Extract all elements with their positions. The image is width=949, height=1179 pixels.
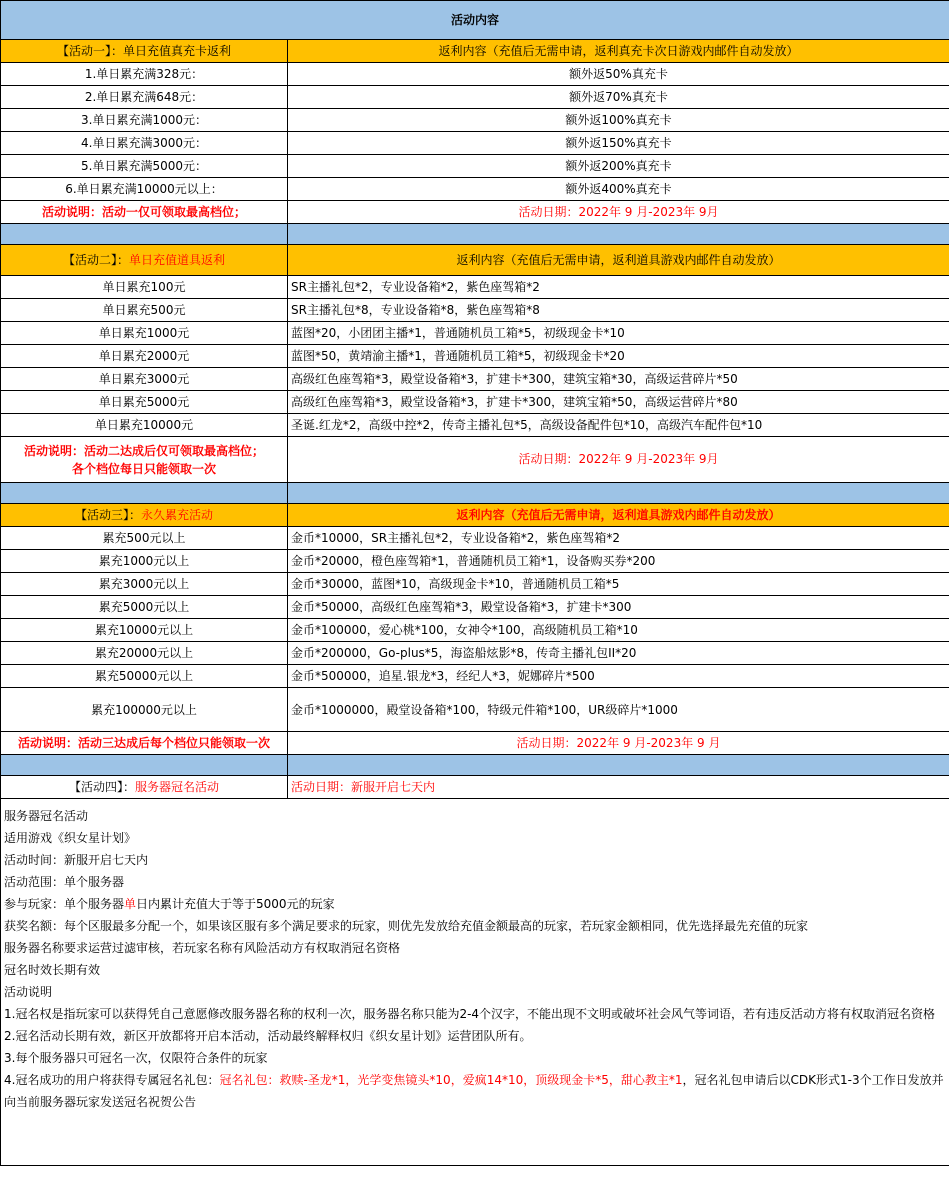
activity2-row bbox=[1, 345, 949, 368]
activity3-tier: 累充500元以上 bbox=[1, 527, 288, 550]
activity1-reward: 额外返50%真充卡 bbox=[288, 63, 949, 86]
activity3-tier: 累充10000元以上 bbox=[1, 619, 288, 642]
activity3-rows bbox=[1, 527, 949, 688]
activity2-row bbox=[1, 322, 949, 345]
activity1-reward: 额外返100%真充卡 bbox=[288, 109, 949, 132]
page-title: 活动内容 bbox=[1, 1, 949, 40]
activity2-name: 单日充值道具返利 bbox=[129, 253, 226, 267]
activity1-row bbox=[1, 132, 949, 155]
activity4-name: 服务器冠名活动 bbox=[135, 780, 220, 794]
activity3-note: 活动说明：活动三达成后每个档位只能领取一次 bbox=[1, 732, 288, 755]
activity3-reward-header: 返利内容（充值后无需申请，返利道具游戏内邮件自动发放） bbox=[288, 504, 949, 527]
activity3-row bbox=[1, 665, 949, 688]
activity1-row bbox=[1, 63, 949, 86]
activity3-reward: 金币*30000，蓝图*10，高级现金卡*10，普通随机员工箱*5 bbox=[288, 573, 949, 596]
activity3-reward: 金币*20000，橙色座驾箱*1，普通随机员工箱*1，设备购买券*200 bbox=[288, 550, 949, 573]
activity3-tier: 累充20000元以上 bbox=[1, 642, 288, 665]
activity2-reward-header: 返利内容（充值后无需申请，返利道具游戏内邮件自动发放） bbox=[288, 245, 949, 276]
activity1-date: 活动日期：2022年 9 月-2023年 9月 bbox=[288, 201, 949, 224]
activity2-reward: 高级红色座驾箱*3，殿堂设备箱*3，扩建卡*300，建筑宝箱*50，高级运营碎片*80 bbox=[288, 391, 949, 414]
desc-highlight: 冠名礼包：救赎-圣龙*1，光学变焦镜头*10，爱疯14*10，顶级现金卡*5，甜心教主*1 bbox=[219, 1073, 683, 1087]
activity2-row bbox=[1, 368, 949, 391]
activity2-reward: 圣诞.红龙*2，高级中控*2，传奇主播礼包*5，高级设备配件包*10，高级汽车配件包*10 bbox=[288, 414, 949, 437]
activity3-big-reward: 金币*1000000，殿堂设备箱*100，特级元件箱*100，UR级碎片*1000 bbox=[288, 688, 949, 732]
activity3-big-tier: 累充100000元以上 bbox=[1, 688, 288, 732]
desc-line: 服务器名称要求运营过滤审核，若玩家名称有风险活动方有权取消冠名资格 bbox=[4, 941, 401, 955]
activity3-name: 永久累充活动 bbox=[141, 508, 214, 522]
activity2-reward: 蓝图*20，小团团主播*1，普通随机员工箱*5，初级现金卡*10 bbox=[288, 322, 949, 345]
activity1-row bbox=[1, 109, 949, 132]
activity3-big-row bbox=[1, 688, 949, 732]
desc-line: 活动时间：新服开启七天内 bbox=[4, 853, 149, 867]
activity3-reward: 金币*500000，追星.银龙*3，经纪人*3，妮娜碎片*500 bbox=[288, 665, 949, 688]
separator-cell bbox=[288, 224, 949, 245]
desc-line: 活动说明 bbox=[4, 985, 53, 999]
activity2-reward: SR主播礼包*2，专业设备箱*2，紫色座驾箱*2 bbox=[288, 276, 949, 299]
activity3-date: 活动日期：2022年 9 月-2023年 9 月 bbox=[288, 732, 949, 755]
desc-text: 日内累计充值大于等于5000元的玩家 bbox=[136, 897, 335, 911]
desc-line bbox=[4, 1069, 947, 1113]
separator-cell bbox=[1, 483, 288, 504]
activity3-row bbox=[1, 573, 949, 596]
activity3-row bbox=[1, 527, 949, 550]
title-row bbox=[1, 1, 949, 40]
activity1-tier: 1.单日累充满328元： bbox=[1, 63, 288, 86]
activity2-row bbox=[1, 391, 949, 414]
activity3-tier: 累充3000元以上 bbox=[1, 573, 288, 596]
activity3-reward: 金币*200000，Go-plus*5，海盗船炫影*8，传奇主播礼包II*20 bbox=[288, 642, 949, 665]
desc-line: 1.冠名权是指玩家可以获得凭自己意愿修改服务器名称的权利一次，服务器名称只能为2-4个汉字，不能出现不文明或破坏社会风气等词语，若有违反活动方将有权取消冠名资格 bbox=[4, 1007, 936, 1021]
activity3-tier: 累充50000元以上 bbox=[1, 665, 288, 688]
activity3-header-row bbox=[1, 504, 949, 527]
activity1-reward: 额外返400%真充卡 bbox=[288, 178, 949, 201]
activity4-header-row bbox=[1, 776, 949, 799]
activity2-rows bbox=[1, 276, 949, 437]
activity1-tier: 6.单日累充满10000元以上： bbox=[1, 178, 288, 201]
separator-cell bbox=[1, 755, 288, 776]
activity2-title bbox=[1, 245, 288, 276]
activity1-note-row bbox=[1, 201, 949, 224]
desc-highlight: 单 bbox=[124, 897, 137, 911]
activity2-reward: 蓝图*50，黄靖渝主播*1，普通随机员工箱*5，初级现金卡*20 bbox=[288, 345, 949, 368]
activity3-reward: 金币*50000，高级红色座驾箱*3，殿堂设备箱*3，扩建卡*300 bbox=[288, 596, 949, 619]
activity2-tier: 单日累充3000元 bbox=[1, 368, 288, 391]
activity1-row bbox=[1, 86, 949, 109]
activity1-reward: 额外返150%真充卡 bbox=[288, 132, 949, 155]
activity2-tier: 单日累充5000元 bbox=[1, 391, 288, 414]
activity2-row bbox=[1, 276, 949, 299]
separator-row bbox=[1, 224, 949, 245]
activity3-tier: 累充1000元以上 bbox=[1, 550, 288, 573]
desc-line: 冠名时效长期有效 bbox=[4, 963, 101, 977]
activity1-tier: 5.单日累充满5000元： bbox=[1, 155, 288, 178]
activity3-row bbox=[1, 619, 949, 642]
activity2-header-row bbox=[1, 245, 949, 276]
activity1-row bbox=[1, 178, 949, 201]
activity2-note-line2: 各个档位每日只能领取一次 bbox=[71, 461, 216, 476]
activity2-row bbox=[1, 299, 949, 322]
separator-cell bbox=[288, 483, 949, 504]
separator-cell bbox=[288, 755, 949, 776]
activity2-row bbox=[1, 414, 949, 437]
desc-text: 参与玩家：单个服务器 bbox=[4, 897, 125, 911]
separator-row bbox=[1, 483, 949, 504]
activity1-reward-header: 返利内容（充值后无需申请，返利真充卡次日游戏内邮件自动发放） bbox=[288, 40, 949, 63]
desc-line: 适用游戏《织女星计划》 bbox=[4, 831, 137, 845]
activity2-prefix: 【活动二】： bbox=[62, 253, 129, 267]
activity3-prefix: 【活动三】： bbox=[74, 508, 141, 522]
activity3-row bbox=[1, 596, 949, 619]
activity4-prefix: 【活动四】： bbox=[68, 780, 135, 794]
activity1-prefix: 【活动一】： bbox=[56, 44, 123, 58]
activity2-reward: 高级红色座驾箱*3，殿堂设备箱*3，扩建卡*300，建筑宝箱*30，高级运营碎片*50 bbox=[288, 368, 949, 391]
activity3-row bbox=[1, 642, 949, 665]
activity1-header-row bbox=[1, 40, 949, 63]
desc-line: 获奖名额：每个区服最多分配一个，如果该区服有多个满足要求的玩家，则优先发放给充值金额最高的玩家，若玩家金额相同，优先选择最先充值的玩家 bbox=[4, 919, 809, 933]
activity4-date: 活动日期：新服开启七天内 bbox=[288, 776, 949, 799]
activity1-name: 单日充值真充卡返利 bbox=[123, 44, 232, 58]
activity3-title bbox=[1, 504, 288, 527]
activity1-tier: 2.单日累充满648元： bbox=[1, 86, 288, 109]
desc-text: 4.冠名成功的用户将获得专属冠名礼包： bbox=[4, 1073, 220, 1087]
activity2-tier: 单日累充500元 bbox=[1, 299, 288, 322]
desc-line: 3.每个服务器只可冠名一次，仅限符合条件的玩家 bbox=[4, 1051, 268, 1065]
activity2-tier: 单日累充10000元 bbox=[1, 414, 288, 437]
activity1-rows bbox=[1, 63, 949, 201]
activity3-reward: 金币*10000，SR主播礼包*2，专业设备箱*2，紫色座驾箱*2 bbox=[288, 527, 949, 550]
activity1-note: 活动说明：活动一仅可领取最高档位； bbox=[1, 201, 288, 224]
desc-line: 服务器冠名活动 bbox=[4, 809, 89, 823]
activity4-description bbox=[0, 799, 949, 1166]
separator-cell bbox=[1, 224, 288, 245]
activity2-note-line1: 活动说明：活动二达成后仅可领取最高档位； bbox=[23, 443, 264, 458]
activity3-note-row bbox=[1, 732, 949, 755]
activity2-note bbox=[1, 437, 288, 483]
activity1-row bbox=[1, 155, 949, 178]
activity4-title bbox=[1, 776, 288, 799]
activity2-tier: 单日累充100元 bbox=[1, 276, 288, 299]
desc-line: 活动范围：单个服务器 bbox=[4, 875, 125, 889]
activity1-tier: 4.单日累充满3000元： bbox=[1, 132, 288, 155]
activity2-note-row bbox=[1, 437, 949, 483]
activity3-reward: 金币*100000，爱心桃*100，女神令*100，高级随机员工箱*10 bbox=[288, 619, 949, 642]
desc-text: ，冠名礼包申请后以CDK形式1-3个工作日发放并向当前服务器玩家发送冠名祝贺公告 bbox=[4, 1073, 944, 1109]
activity2-date: 活动日期：2022年 9 月-2023年 9月 bbox=[288, 437, 949, 483]
activity1-tier: 3.单日累充满1000元： bbox=[1, 109, 288, 132]
activity3-tier: 累充5000元以上 bbox=[1, 596, 288, 619]
separator-row bbox=[1, 755, 949, 776]
activity2-reward: SR主播礼包*8，专业设备箱*8，紫色座驾箱*8 bbox=[288, 299, 949, 322]
activity2-tier: 单日累充2000元 bbox=[1, 345, 288, 368]
desc-line bbox=[4, 893, 947, 915]
activity1-reward: 额外返200%真充卡 bbox=[288, 155, 949, 178]
activity2-tier: 单日累充1000元 bbox=[1, 322, 288, 345]
activity3-row bbox=[1, 550, 949, 573]
activity1-reward: 额外返70%真充卡 bbox=[288, 86, 949, 109]
activity1-title bbox=[1, 40, 288, 63]
desc-line: 2.冠名活动长期有效，新区开放都将开启本活动，活动最终解释权归《织女星计划》运营团队所有。 bbox=[4, 1029, 532, 1043]
